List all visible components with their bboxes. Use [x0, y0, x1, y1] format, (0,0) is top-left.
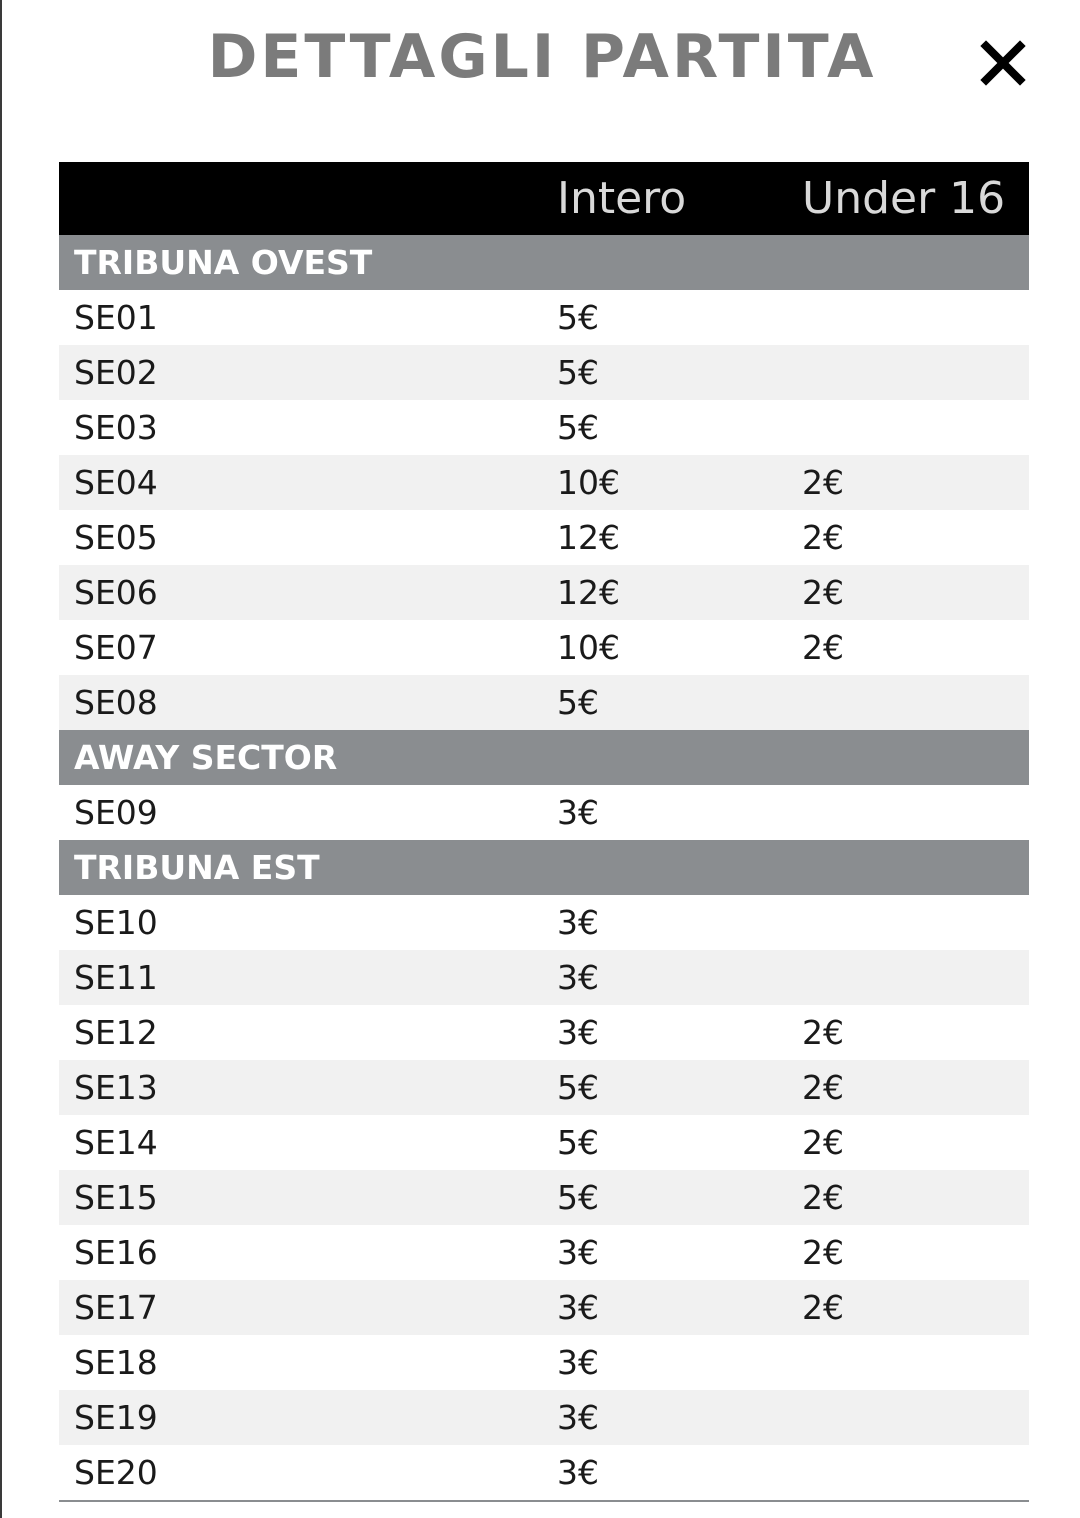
under16-price-cell: 2€ — [802, 518, 844, 557]
sector-cell: SE07 — [74, 628, 158, 667]
column-header-under16: Under 16 — [802, 173, 1006, 224]
table-row — [59, 400, 1029, 455]
sector-cell: SE08 — [74, 683, 158, 722]
sector-cell: SE10 — [74, 903, 158, 942]
table-row — [59, 1005, 1029, 1060]
intero-price-cell: 5€ — [557, 408, 599, 447]
sector-cell: SE04 — [74, 463, 158, 502]
table-body — [59, 235, 1029, 1500]
table-header — [59, 162, 1029, 235]
sector-cell: SE02 — [74, 353, 158, 392]
sector-cell: SE18 — [74, 1343, 158, 1382]
sector-cell: SE14 — [74, 1123, 158, 1162]
table-row — [59, 1445, 1029, 1500]
table-row — [59, 895, 1029, 950]
table-row — [59, 785, 1029, 840]
intero-price-cell: 5€ — [557, 298, 599, 337]
column-header-intero: Intero — [557, 173, 687, 224]
table-row — [59, 620, 1029, 675]
intero-price-cell: 10€ — [557, 463, 620, 502]
table-row — [59, 1280, 1029, 1335]
under16-price-cell: 2€ — [802, 1123, 844, 1162]
under16-price-cell: 2€ — [802, 1233, 844, 1272]
section-title: AWAY SECTOR — [74, 738, 338, 777]
close-button[interactable] — [980, 40, 1026, 86]
sector-cell: SE06 — [74, 573, 158, 612]
sector-cell: SE12 — [74, 1013, 158, 1052]
intero-price-cell: 12€ — [557, 518, 620, 557]
under16-price-cell: 2€ — [802, 1288, 844, 1327]
sector-cell: SE16 — [74, 1233, 158, 1272]
sector-cell: SE11 — [74, 958, 158, 997]
intero-price-cell: 5€ — [557, 353, 599, 392]
table-row — [59, 1335, 1029, 1390]
intero-price-cell: 3€ — [557, 903, 599, 942]
sector-cell: SE09 — [74, 793, 158, 832]
intero-price-cell: 3€ — [557, 793, 599, 832]
table-row — [59, 290, 1029, 345]
under16-price-cell: 2€ — [802, 1178, 844, 1217]
intero-price-cell: 3€ — [557, 1343, 599, 1382]
table-row — [59, 1225, 1029, 1280]
table-row — [59, 565, 1029, 620]
sector-cell: SE03 — [74, 408, 158, 447]
intero-price-cell: 5€ — [557, 1068, 599, 1107]
table-row — [59, 345, 1029, 400]
sector-cell: SE13 — [74, 1068, 158, 1107]
under16-price-cell: 2€ — [802, 1013, 844, 1052]
intero-price-cell: 5€ — [557, 1123, 599, 1162]
section-title: TRIBUNA OVEST — [74, 243, 373, 282]
table-row — [59, 1115, 1029, 1170]
sector-cell: SE05 — [74, 518, 158, 557]
intero-price-cell: 10€ — [557, 628, 620, 667]
intero-price-cell: 12€ — [557, 573, 620, 612]
intero-price-cell: 3€ — [557, 1288, 599, 1327]
intero-price-cell: 3€ — [557, 1233, 599, 1272]
under16-price-cell: 2€ — [802, 463, 844, 502]
table-row — [59, 675, 1029, 730]
sector-cell: SE17 — [74, 1288, 158, 1327]
intero-price-cell: 3€ — [557, 1453, 599, 1492]
section-header — [59, 840, 1029, 895]
table-row — [59, 1170, 1029, 1225]
under16-price-cell: 2€ — [802, 1068, 844, 1107]
section-header — [59, 235, 1029, 290]
table-row — [59, 455, 1029, 510]
intero-price-cell: 3€ — [557, 958, 599, 997]
intero-price-cell: 5€ — [557, 683, 599, 722]
sector-cell: SE15 — [74, 1178, 158, 1217]
table-bottom-divider — [59, 1500, 1029, 1502]
under16-price-cell: 2€ — [802, 628, 844, 667]
table-row — [59, 950, 1029, 1005]
sector-cell: SE20 — [74, 1453, 158, 1492]
sector-cell: SE19 — [74, 1398, 158, 1437]
under16-price-cell: 2€ — [802, 573, 844, 612]
price-table — [59, 162, 1029, 1502]
table-row — [59, 510, 1029, 565]
intero-price-cell: 5€ — [557, 1178, 599, 1217]
intero-price-cell: 3€ — [557, 1398, 599, 1437]
sector-cell: SE01 — [74, 298, 158, 337]
intero-price-cell: 3€ — [557, 1013, 599, 1052]
page-title: DETTAGLI PARTITA — [207, 22, 877, 92]
close-icon — [980, 40, 1026, 86]
section-title: TRIBUNA EST — [74, 848, 320, 887]
table-row — [59, 1390, 1029, 1445]
table-row — [59, 1060, 1029, 1115]
section-header — [59, 730, 1029, 785]
